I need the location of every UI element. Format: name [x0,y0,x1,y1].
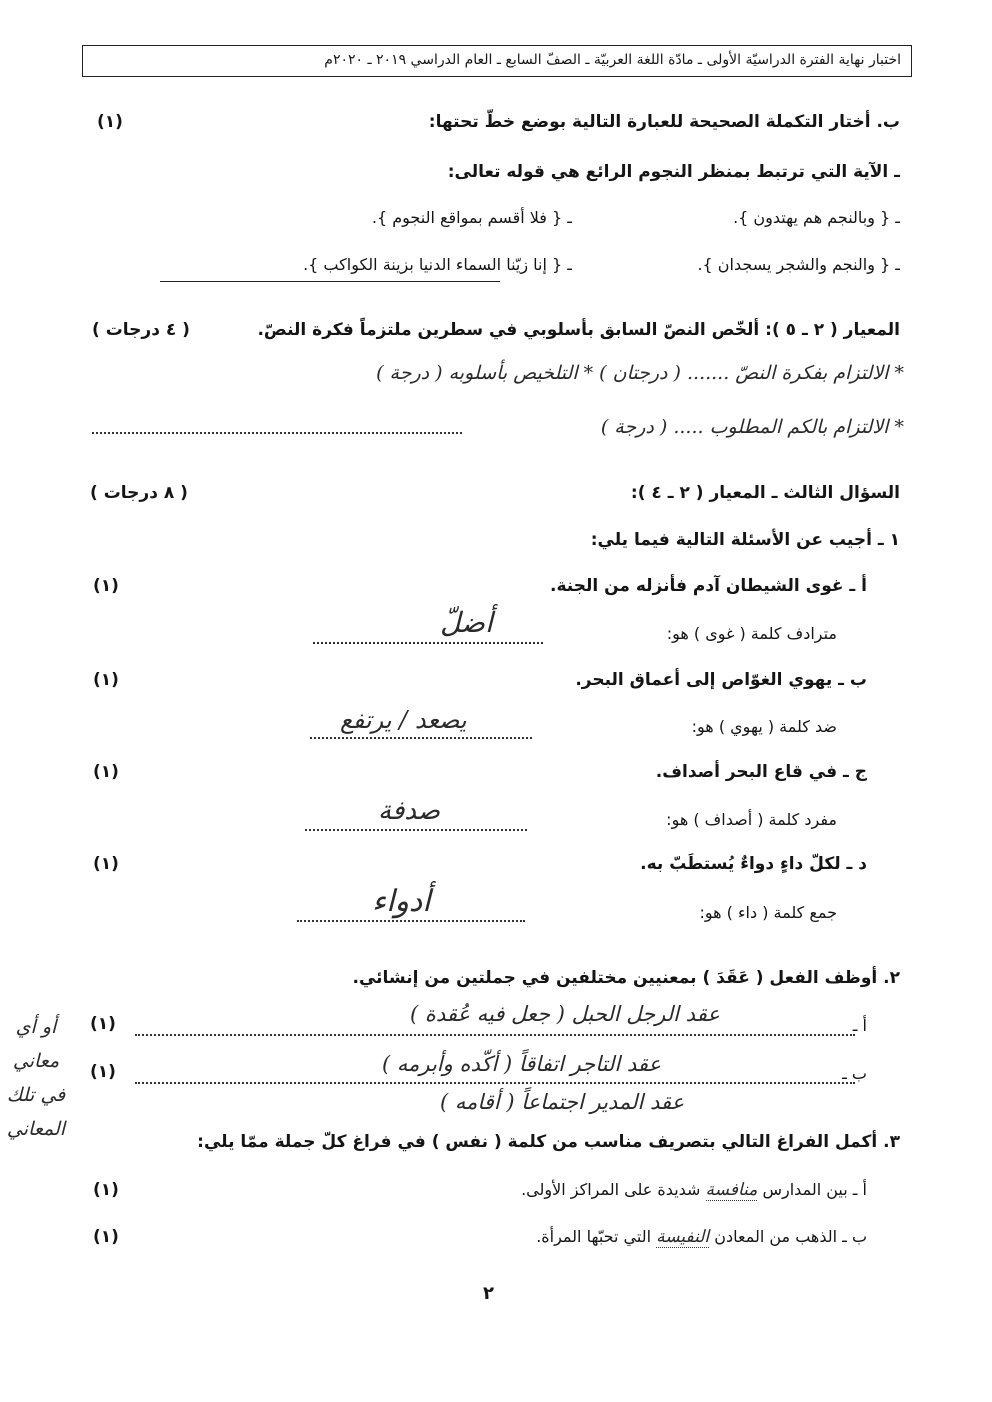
q3-sub2-answer-b: عقد التاجر اتفاقاً ( أكّده وأبرمه ) [382,1052,662,1076]
criterion-25-hand-line-1: * الالتزام بفكرة النصّ ....... ( درجتان ) * التلخيص بأسلوبه ( درجة ) [376,362,904,384]
q3-item-c-sentence: ج ـ في قاع البحر أصداف. [655,762,867,782]
q3-mark: ( ٨ درجات ) [90,483,188,503]
q3-sub2-label-b: ب ـ [842,1064,867,1083]
q3-item-b-line [310,737,532,739]
section-b-mark: (١) [97,112,123,132]
q3-sub3-b-answer: النفيسة [656,1227,710,1247]
q3-item-a-line [313,642,543,644]
q3-sub3-b [536,1227,867,1247]
criterion-25-hand-line-2: * الالتزام بالكم المطلوب ..... ( درجة ) [600,416,904,438]
q3-item-b-sentence: ب ـ يهوي الغوّاص إلى أعماق البحر. [575,670,867,690]
q3-item-a-sentence: أ ـ غوى الشيطان آدم فأنزله من الجنة. [550,576,867,596]
q3-sub3-a-answer: منافسة [705,1180,758,1200]
q3-sub2-answer-c: عقد المدير اجتماعاً ( أقامه ) [440,1090,685,1114]
q3-sub3-title: ٣. أكمل الفراغ التالي بتصريف مناسب من كلمة ( نفس ) في فراغ كلّ جملة ممّا يلي: [197,1132,900,1152]
q3-sub3-mark-a: (١) [93,1180,119,1200]
q3-sub3-b-after: التي تحبّها المرأة. [536,1227,652,1246]
q3-title: السؤال الثالث ـ المعيار ( ٢ ـ ٤ ): [630,483,900,503]
q3-item-c-prompt: مفرد كلمة ( أصداف ) هو: [666,810,837,829]
q3-item-d-answer: أدواء [372,884,431,919]
q3-item-b-answer: يصعد / يرتفع [340,706,467,734]
exam-header-box [82,45,912,77]
q3-item-a-prompt: مترادف كلمة ( غوى ) هو: [666,624,837,643]
q3-sub2-mark-a: (١) [90,1014,116,1034]
q3-sub2-line-a [135,1034,855,1036]
q3-sub2-label-a: أ ـ [852,1016,867,1035]
q3-item-d-sentence: د ـ لكلّ داءٍ دواءٌ يُستطَبّ به. [640,854,867,874]
margin-note: أو أي معاني في تلك المعاني [6,1016,66,1140]
page-number: ٢ [483,1283,494,1304]
option-4-selected: ـ { إنا زيّنا السماء الدنيا بزينة الكواكب }. [303,255,572,274]
q3-sub3-b-before: ب ـ الذهب من المعادن [714,1227,867,1246]
option-1: ـ { وبالنجم هم يهتدون }. [733,208,900,227]
q3-sub2-mark-b: (١) [90,1062,116,1082]
criterion-25-mark: ( ٤ درجات ) [92,320,190,340]
option-2: ـ { فلا أقسم بمواقع النجوم }. [371,208,572,227]
q3-sub3-a-before: أ ـ بين المدارس [762,1180,867,1199]
q3-item-c-answer: صدفة [378,796,441,826]
q3-item-d-line [297,920,525,922]
q3-item-d-prompt: جمع كلمة ( داء ) هو: [699,903,837,922]
q3-item-c-line [305,829,527,831]
q3-item-b-mark: (١) [93,670,119,690]
q3-item-d-mark: (١) [93,854,119,874]
q3-sub3-a [521,1180,867,1200]
q3-sub3-a-after: شديدة على المراكز الأولى. [521,1180,701,1199]
section-b-title: ب. أختار التكملة الصحيحة للعبارة التالية بوضع خطّ تحتها: [428,112,900,132]
q3-item-c-mark: (١) [93,762,119,782]
q3-sub3-mark-b: (١) [93,1227,119,1247]
q3-sub2-line-b [135,1082,855,1084]
section-b-stem: ـ الآية التي ترتبط بمنظر النجوم الرائع هي قوله تعالى: [447,162,900,182]
exam-header: اختبار نهاية الفترة الدراسيّة الأولى ـ مادّة اللغة العربيّة ـ الصفّ السابع ـ العام الدراسي ٢٠١٩ ـ ٢٠٢٠م [324,52,901,68]
criterion-25-title: المعيار ( ٢ ـ ٥ ): ألخّص النصّ السابق بأسلوبي في سطرين ملتزماً فكرة النصّ. [257,320,900,340]
writing-line [92,432,462,434]
q3-item-b-prompt: ضد كلمة ( يهوي ) هو: [691,717,837,736]
option-4-underline [160,281,500,282]
q3-item-a-answer: أضلّ [440,606,493,639]
q3-sub2-title: ٢. أوظف الفعل ( عَقَدَ ) بمعنيين مختلفين في جملتين من إنشائي. [352,968,900,988]
q3-sub1-title: ١ ـ أجيب عن الأسئلة التالية فيما يلي: [590,530,900,550]
q3-item-a-mark: (١) [93,576,119,596]
option-3: ـ { والنجم والشجر يسجدان }. [697,255,900,274]
q3-sub2-answer-a: عقد الرجل الحبل ( جعل فيه عُقدة ) [410,1002,720,1026]
